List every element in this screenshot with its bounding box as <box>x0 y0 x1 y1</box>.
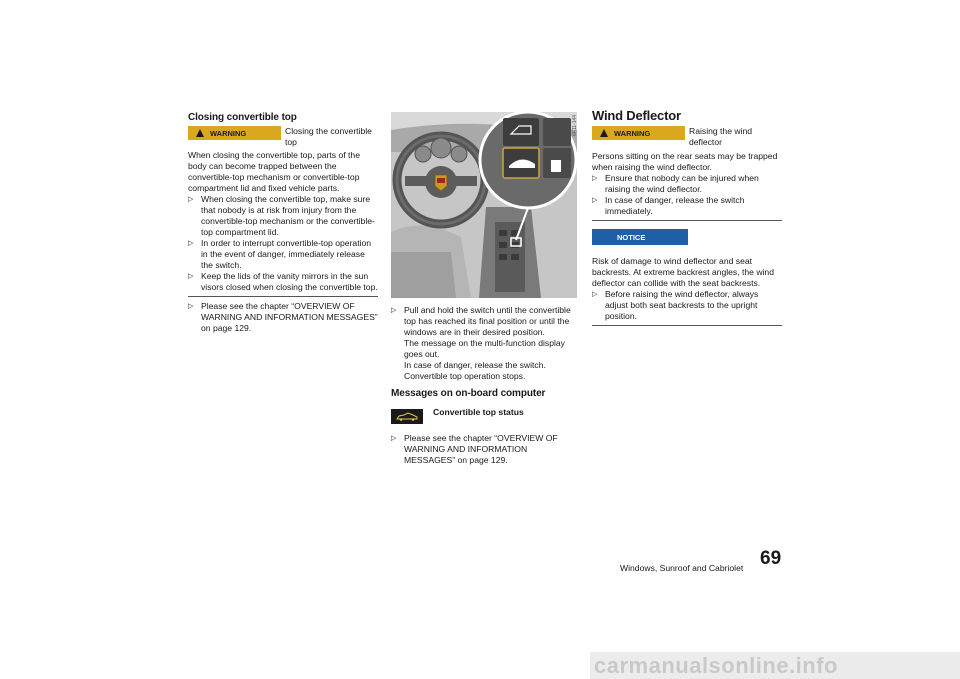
bullet-icon: ▷ <box>592 291 598 298</box>
notice-text: Risk of damage to wind deflector and seat backrests. At extreme backrest angles, the wind deflector can collide with the seat backrests. <box>592 256 774 288</box>
warning-badge-label: WARNING <box>614 128 651 138</box>
notice-bullet-list <box>592 289 782 322</box>
bullet-icon: ▷ <box>592 175 598 182</box>
bullet-icon: ▷ <box>592 197 598 204</box>
list-item: ▷ Before raising the wind deflector, always adjust both seat backrests to the upright position. <box>592 289 759 321</box>
see-chapter-list <box>391 433 577 466</box>
list-item: ▷ In case of danger, release the switch immediately. <box>592 195 745 216</box>
message-row <box>391 406 577 424</box>
warning-badge <box>188 126 281 140</box>
warning-bullet-list <box>592 173 782 217</box>
notice-badge: NOTICE <box>592 229 688 245</box>
list-item: ▷ Please see the chapter “OVERVIEW OF WARNING AND INFORMATION MESSAGES” on page 129. <box>188 301 378 333</box>
bullet-icon: ▷ <box>188 196 194 203</box>
warning-content <box>592 151 782 221</box>
list-item: ▷ Pull and hold the switch until the convertible top has reached its final position or until the windows are in their desired position. The message on the multi-function display goes out. In case of danger, release the switch. Convertible top operation stops. <box>391 305 571 381</box>
warning-triangle-icon <box>196 129 204 137</box>
warning-bullet-list <box>188 194 378 293</box>
left-column <box>188 112 378 334</box>
list-item: ▷ When closing the convertible top, make sure that nobody is at risk from injury from the convertible-top mechanism or the convertible-top compartment lid. <box>188 194 375 237</box>
bullet-icon: ▷ <box>188 303 194 310</box>
section-heading-messages: Messages on on-board computer <box>391 388 546 399</box>
figure-code: 6F11-144 <box>572 114 578 136</box>
page-number: 69 <box>760 548 782 569</box>
warning-block <box>188 126 378 148</box>
convertible-car-icon <box>391 409 423 424</box>
warning-intro: When closing the convertible top, parts of the body can become trapped between the convertible-top mechanism or convertible-top compartment lid and fixed vehicle parts. <box>188 150 360 193</box>
section-heading-wind-deflector: Wind Deflector <box>592 108 681 123</box>
warning-badge-label: WARNING <box>210 128 247 138</box>
step-list <box>391 305 577 382</box>
list-item: ▷ Keep the lids of the vanity mirrors in the sun visors closed when closing the convertible top. <box>188 271 378 292</box>
see-chapter-list <box>188 301 378 334</box>
right-column <box>592 108 782 326</box>
dashboard-illustration <box>391 112 577 298</box>
bullet-icon: ▷ <box>188 240 194 247</box>
warning-title: Closing the convertible top <box>285 126 372 147</box>
warning-triangle-icon <box>600 129 608 137</box>
list-item: ▷ Please see the chapter “OVERVIEW OF WARNING AND INFORMATION MESSAGES” on page 129. <box>391 433 558 465</box>
message-label: Convertible top status <box>433 406 524 417</box>
watermark: carmanualsonline.info <box>590 652 960 679</box>
bullet-icon: ▷ <box>391 435 397 442</box>
warning-block <box>592 126 782 148</box>
warning-title: Raising the wind deflector <box>689 126 753 147</box>
warning-intro: Persons sitting on the rear seats may be trapped when raising the wind deflector. <box>592 151 778 172</box>
warning-badge <box>592 126 685 140</box>
list-item: ▷ Ensure that nobody can be injured when raising the wind deflector. <box>592 173 759 194</box>
dashboard-figure-svg <box>391 112 577 298</box>
warning-content <box>188 150 378 297</box>
footer-chapter-title: Windows, Sunroof and Cabriolet <box>620 563 744 573</box>
list-item: ▷ In order to interrupt convertible-top operation in the event of danger, immediately release the switch. <box>188 238 372 270</box>
bullet-icon: ▷ <box>188 273 194 280</box>
bullet-icon: ▷ <box>391 307 397 314</box>
notice-content <box>592 256 782 326</box>
middle-column <box>391 305 577 466</box>
section-heading-closing-top: Closing convertible top <box>188 112 297 123</box>
